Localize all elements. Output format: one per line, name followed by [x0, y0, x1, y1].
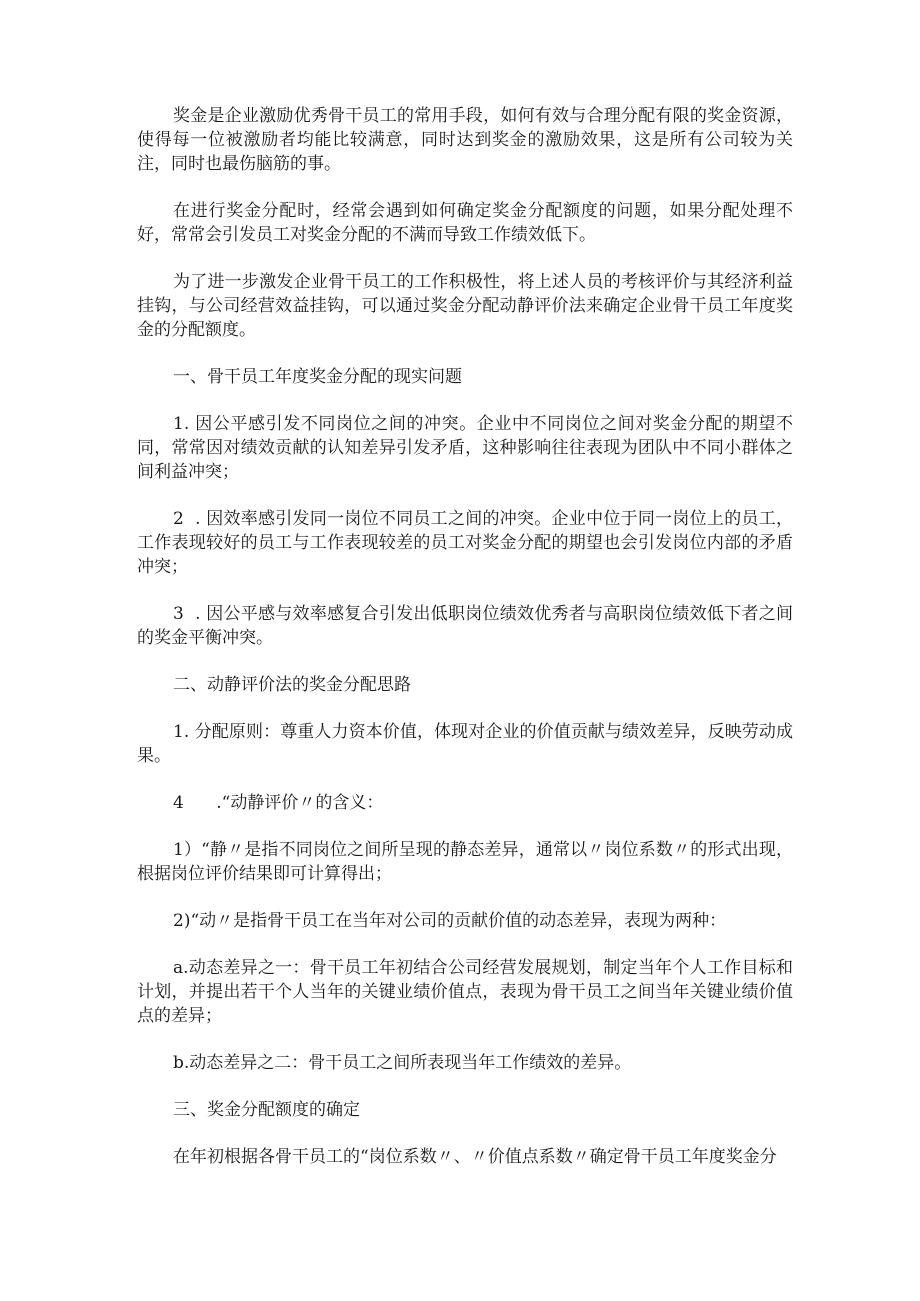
meaning-heading: 4 .“动静评价〃的含义： [173, 793, 384, 813]
static-definition: 1）“静〃是指不同岗位之间所呈现的静态差异，通常以〃岗位系数〃的形式出现，根据岗位评价结果即可计算得出； [137, 840, 793, 884]
list-item-2: 2 . 因效率感引发同一岗位不同员工之间的冲突。企业中位于同一岗位上的员工，工作表现较好的员工与工作表现较差的员工对奖金分配的期望也会引发岗位内部的矛盾冲突； [137, 509, 793, 577]
allocation-paragraph: 在年初根据各骨干员工的“岗位系数〃、〃价值点系数〃确定骨干员工年度奖金分 [173, 1147, 777, 1167]
section-heading-1: 一、骨干员工年度奖金分配的现实问题 [173, 367, 462, 387]
list-item-3: 3 . 因公平感与效率感复合引发出低职岗位绩效优秀者与高职岗位绩效低下者之间的奖金平衡冲突。 [137, 604, 793, 648]
dynamic-difference-a: a.动态差异之一：骨干员工年初结合公司经营发展规划，制定当年个人工作目标和计划，并提出若干个人当年的关键业绩价值点，表现为骨干员工之间当年关键业绩价值点的差异； [137, 958, 793, 1026]
section-heading-2: 二、动静评价法的奖金分配思路 [173, 675, 411, 695]
principle-paragraph: 1. 分配原则：尊重人力资本价值，体现对企业的价值贡献与绩效差异，反映劳动成果。 [137, 722, 793, 766]
dynamic-definition: 2)“动〃是指骨干员工在当年对公司的贡献价值的动态差异，表现为两种： [173, 911, 727, 931]
document-page [137, 104, 793, 1192]
paragraph-problem: 在进行奖金分配时，经常会遇到如何确定奖金分配额度的问题，如果分配处理不好，常常会引发员工对奖金分配的不满而导致工作绩效低下。 [137, 201, 793, 245]
paragraph-purpose: 为了进一步激发企业骨干员工的工作积极性，将上述人员的考核评价与其经济利益挂钩，与公司经营效益挂钩，可以通过奖金分配动静评价法来确定企业骨干员工年度奖金的分配额度。 [137, 272, 793, 340]
section-heading-3: 三、奖金分配额度的确定 [173, 1100, 360, 1120]
list-item-1: 1. 因公平感引发不同岗位之间的冲突。企业中不同岗位之间对奖金分配的期望不同，常常因对绩效贡献的认知差异引发矛盾，这种影响往往表现为团队中不同小群体之间利益冲突； [137, 414, 793, 482]
dynamic-difference-b: b.动态差异之二：骨干员工之间所表现当年工作绩效的差异。 [173, 1053, 632, 1073]
paragraph-intro: 奖金是企业激励优秀骨干员工的常用手段，如何有效与合理分配有限的奖金资源，使得每一位被激励者均能比较满意，同时达到奖金的激励效果，这是所有公司较为关注，同时也最伤脑筋的事。 [137, 106, 793, 174]
